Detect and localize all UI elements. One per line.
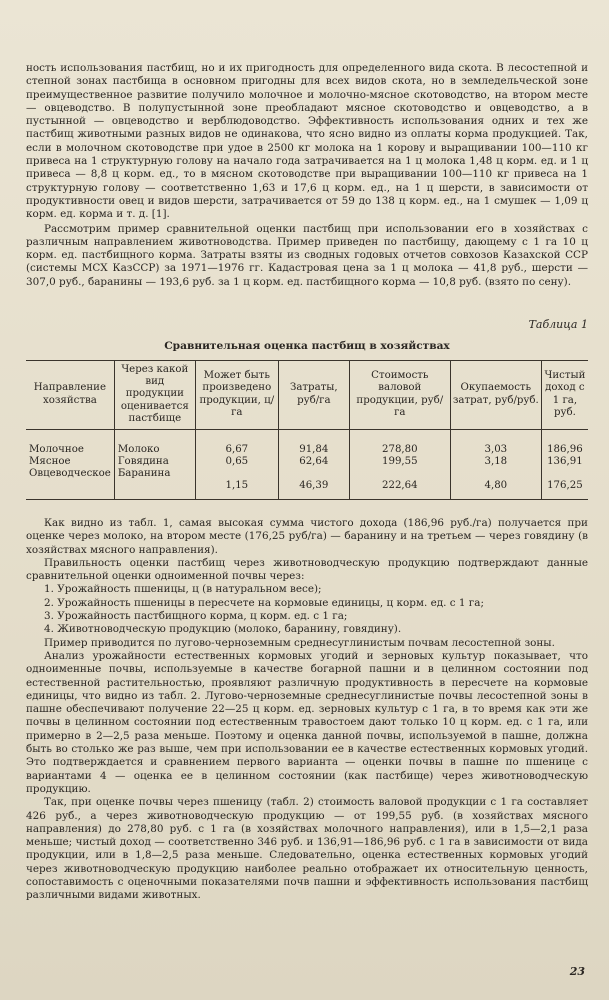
cell-payback: 3,03 <box>450 429 541 456</box>
col-header-value: Стоимость валовой продукции, руб/га <box>349 360 450 429</box>
cell-income: 136,91 <box>547 456 583 468</box>
criteria-list <box>26 583 588 636</box>
cell-payback: 3,18 <box>450 456 541 468</box>
list-item: 3. Урожайность пастбищного корма, ц корм. ед. с 1 га; <box>44 610 348 623</box>
paragraph-2: Рассмотрим пример сравнительной оценки пастбищ при использовании его в хозяйствах с различным направлением животноводства. Пример приведен по пастбищу, дающему с 1 га 10 ц корм. ед. пастбищного корма. Затраты взяты из сводных годовых отчетов совхозов Казахской ССР (системы МСХ КазССР) за 1971—1976 гг. Кадастровая цена за 1 ц молока — 41,8 руб., шерсти — 307,0 руб., баранины — 193,6 руб. за 1 ц корм. ед. пастбищного корма — 10,8 руб. (взято по сену). <box>26 222 588 288</box>
cell-product: Говядина <box>114 456 195 468</box>
page-number: 23 <box>569 965 585 978</box>
paragraph-3: Как видно из табл. 1, самая высокая сумма чистого дохода (186,96 руб./га) получается при оценке через молоко, на втором месте (176,25 руб/га) — баранину и на третьем — через говядину (в хозяйствах мясного направления). <box>26 517 588 556</box>
paragraph-7: Так, при оценке почвы через пшеницу (табл. 2) стоимость валовой продукции с 1 га составляет 426 руб., а через животноводческую продукцию — от 199,55 руб. (в хозяйствах мясного направления) до 278,80 руб. с 1 га (в хозяйствах молочного направления), или в 1,5—2,1 раза меньше; чистый доход — соответственно 346 руб. и 136,91—186,96 руб. с 1 га в зависимости от вида продукции, или в 1,8—2,5 раза меньше. Следовательно, оценка естественных кормовых угодий через животноводческую продукцию наиболее реально отображает их относительную ценность, сопоставимость с оценочными показателями почв пашни и эффективность использования пастбищ различными видами животных. <box>26 796 588 902</box>
col-header-income: Чистый доход с 1 га, руб. <box>541 360 588 429</box>
col-header-output: Может быть произведено продукции, ц/га <box>195 360 278 429</box>
cell-product: Баранина <box>114 468 195 499</box>
paragraph-4: Правильность оценки пастбищ через животноводческую продукцию подтверждают данные сравнительной оценки одноименной почвы через: <box>26 556 588 583</box>
cell-direction: Овцеводческое <box>26 468 114 499</box>
text-block-top <box>26 62 588 289</box>
text-block-bottom <box>26 517 588 903</box>
comparison-table <box>26 360 588 500</box>
col-header-direction: Направление хозяйства <box>26 360 114 429</box>
col-header-costs: Затраты, руб/га <box>278 360 349 429</box>
paragraph-5: Пример приводится по лугово-черноземным среднесуглинистым почвам лесостепной зоны. <box>44 636 555 649</box>
col-header-payback: Окупаемость затрат, руб/руб. <box>450 360 541 429</box>
cell-income: 176,25 <box>541 468 588 499</box>
cell-income: 186,96 <box>547 443 583 455</box>
cell-value: 222,64 <box>349 468 450 499</box>
cell-costs: 91,84 <box>278 429 349 456</box>
cell-output: 6,67 <box>195 429 278 456</box>
table-label: Таблица 1 <box>528 318 588 331</box>
list-item: 2. Урожайность пшеницы в пересчете на кормовые единицы, ц корм. ед. с 1 га; <box>44 596 484 609</box>
cell-direction: Мясное <box>26 456 114 468</box>
cell-value: 199,55 <box>349 456 450 468</box>
cell-output: 0,65 <box>195 456 278 468</box>
col-header-product: Через какой вид продукции оценивается пастбище <box>114 360 195 429</box>
cell-costs: 62,64 <box>278 456 349 468</box>
cell-output: 1,15 <box>195 468 278 499</box>
cell-value: 278,80 <box>349 429 450 456</box>
table-row <box>26 429 588 456</box>
list-item: 4. Животноводческую продукцию (молоко, баранину, говядину). <box>44 623 402 636</box>
paragraph-6: Анализ урожайности естественных кормовых угодий и зерновых культур показывает, что одноименные почвы, используемые в качестве богарной пашни и в целинном состоянии под естественной растительностью, проявляют различную продуктивность в пересчете на кормовые единицы, что видно из табл. 2. Лугово-черноземные среднесуглинистые почвы лесостепной зоны в пашне обеспечивают получение 22—25 ц корм. ед. зерновых культур с 1 га, в то время как эти же почвы в целинном состоянии под естественным травостоем дают только 10 ц корм. ед. с 1 га, или примерно в 2—2,5 раза меньше. Поэтому и оценка данной почвы, используемой в пашне, должна быть во столько же раз выше, чем при использовании ее в качестве естественных кормовых угодий. Это подтверждается и сравнением первого варианта — оценки почвы в пашне по пшенице с вариантами 4 — оценка ее в целинном состоянии (как пастбище) через животноводческую продукцию. <box>26 649 588 795</box>
cell-payback: 4,80 <box>450 468 541 499</box>
cell-costs: 46,39 <box>278 468 349 499</box>
table-row <box>26 468 588 499</box>
table-title: Сравнительная оценка пастбищ в хозяйствах <box>164 340 450 353</box>
paragraph-1: ность использования пастбищ, но и их пригодность для определенного вида скота. В лесостепной и степной зонах пастбища в основном пригодны для всех видов скота, но в земледельческой зоне преимущественное развитие получило молочное и молочно-мясное скотоводство, на втором месте — овцеводство. В полупустынной зоне преобладают мясное скотоводство и овцеводство, а в пустынной — овцеводство и верблюдоводство. Эффективность использования одних и тех же пастбищ животными разных видов не одинакова, что ясно видно из оплаты корма продукцией. Так, если в молочном скотоводстве при удое в 2500 кг молока на 1 корову и выращивании 100—110 кг привеса на 1 структурную голову на начало года затрачивается на 1 ц молока 1,48 ц корм. ед. и 1 ц привеса — 8,8 ц корм. ед., то в мясном скотоводстве при выращивании 100—110 кг привеса на 1 структурную голову — соответственно 1,63 и 17,6 ц корм. ед., на 1 ц шерсти, в зависимости от продуктивности овец и видов шерсти, затрачивается от 59 до 138 ц корм. ед., на 1 смушек — 1,09 ц корм. ед. корма и т. д. [1]. <box>26 62 588 221</box>
cell-direction: Молочное <box>26 429 114 456</box>
cell-product: Молоко <box>114 429 195 456</box>
table-block <box>26 318 588 500</box>
table-row <box>26 456 588 468</box>
list-item: 1. Урожайность пшеницы, ц (в натуральном весе); <box>44 583 322 596</box>
